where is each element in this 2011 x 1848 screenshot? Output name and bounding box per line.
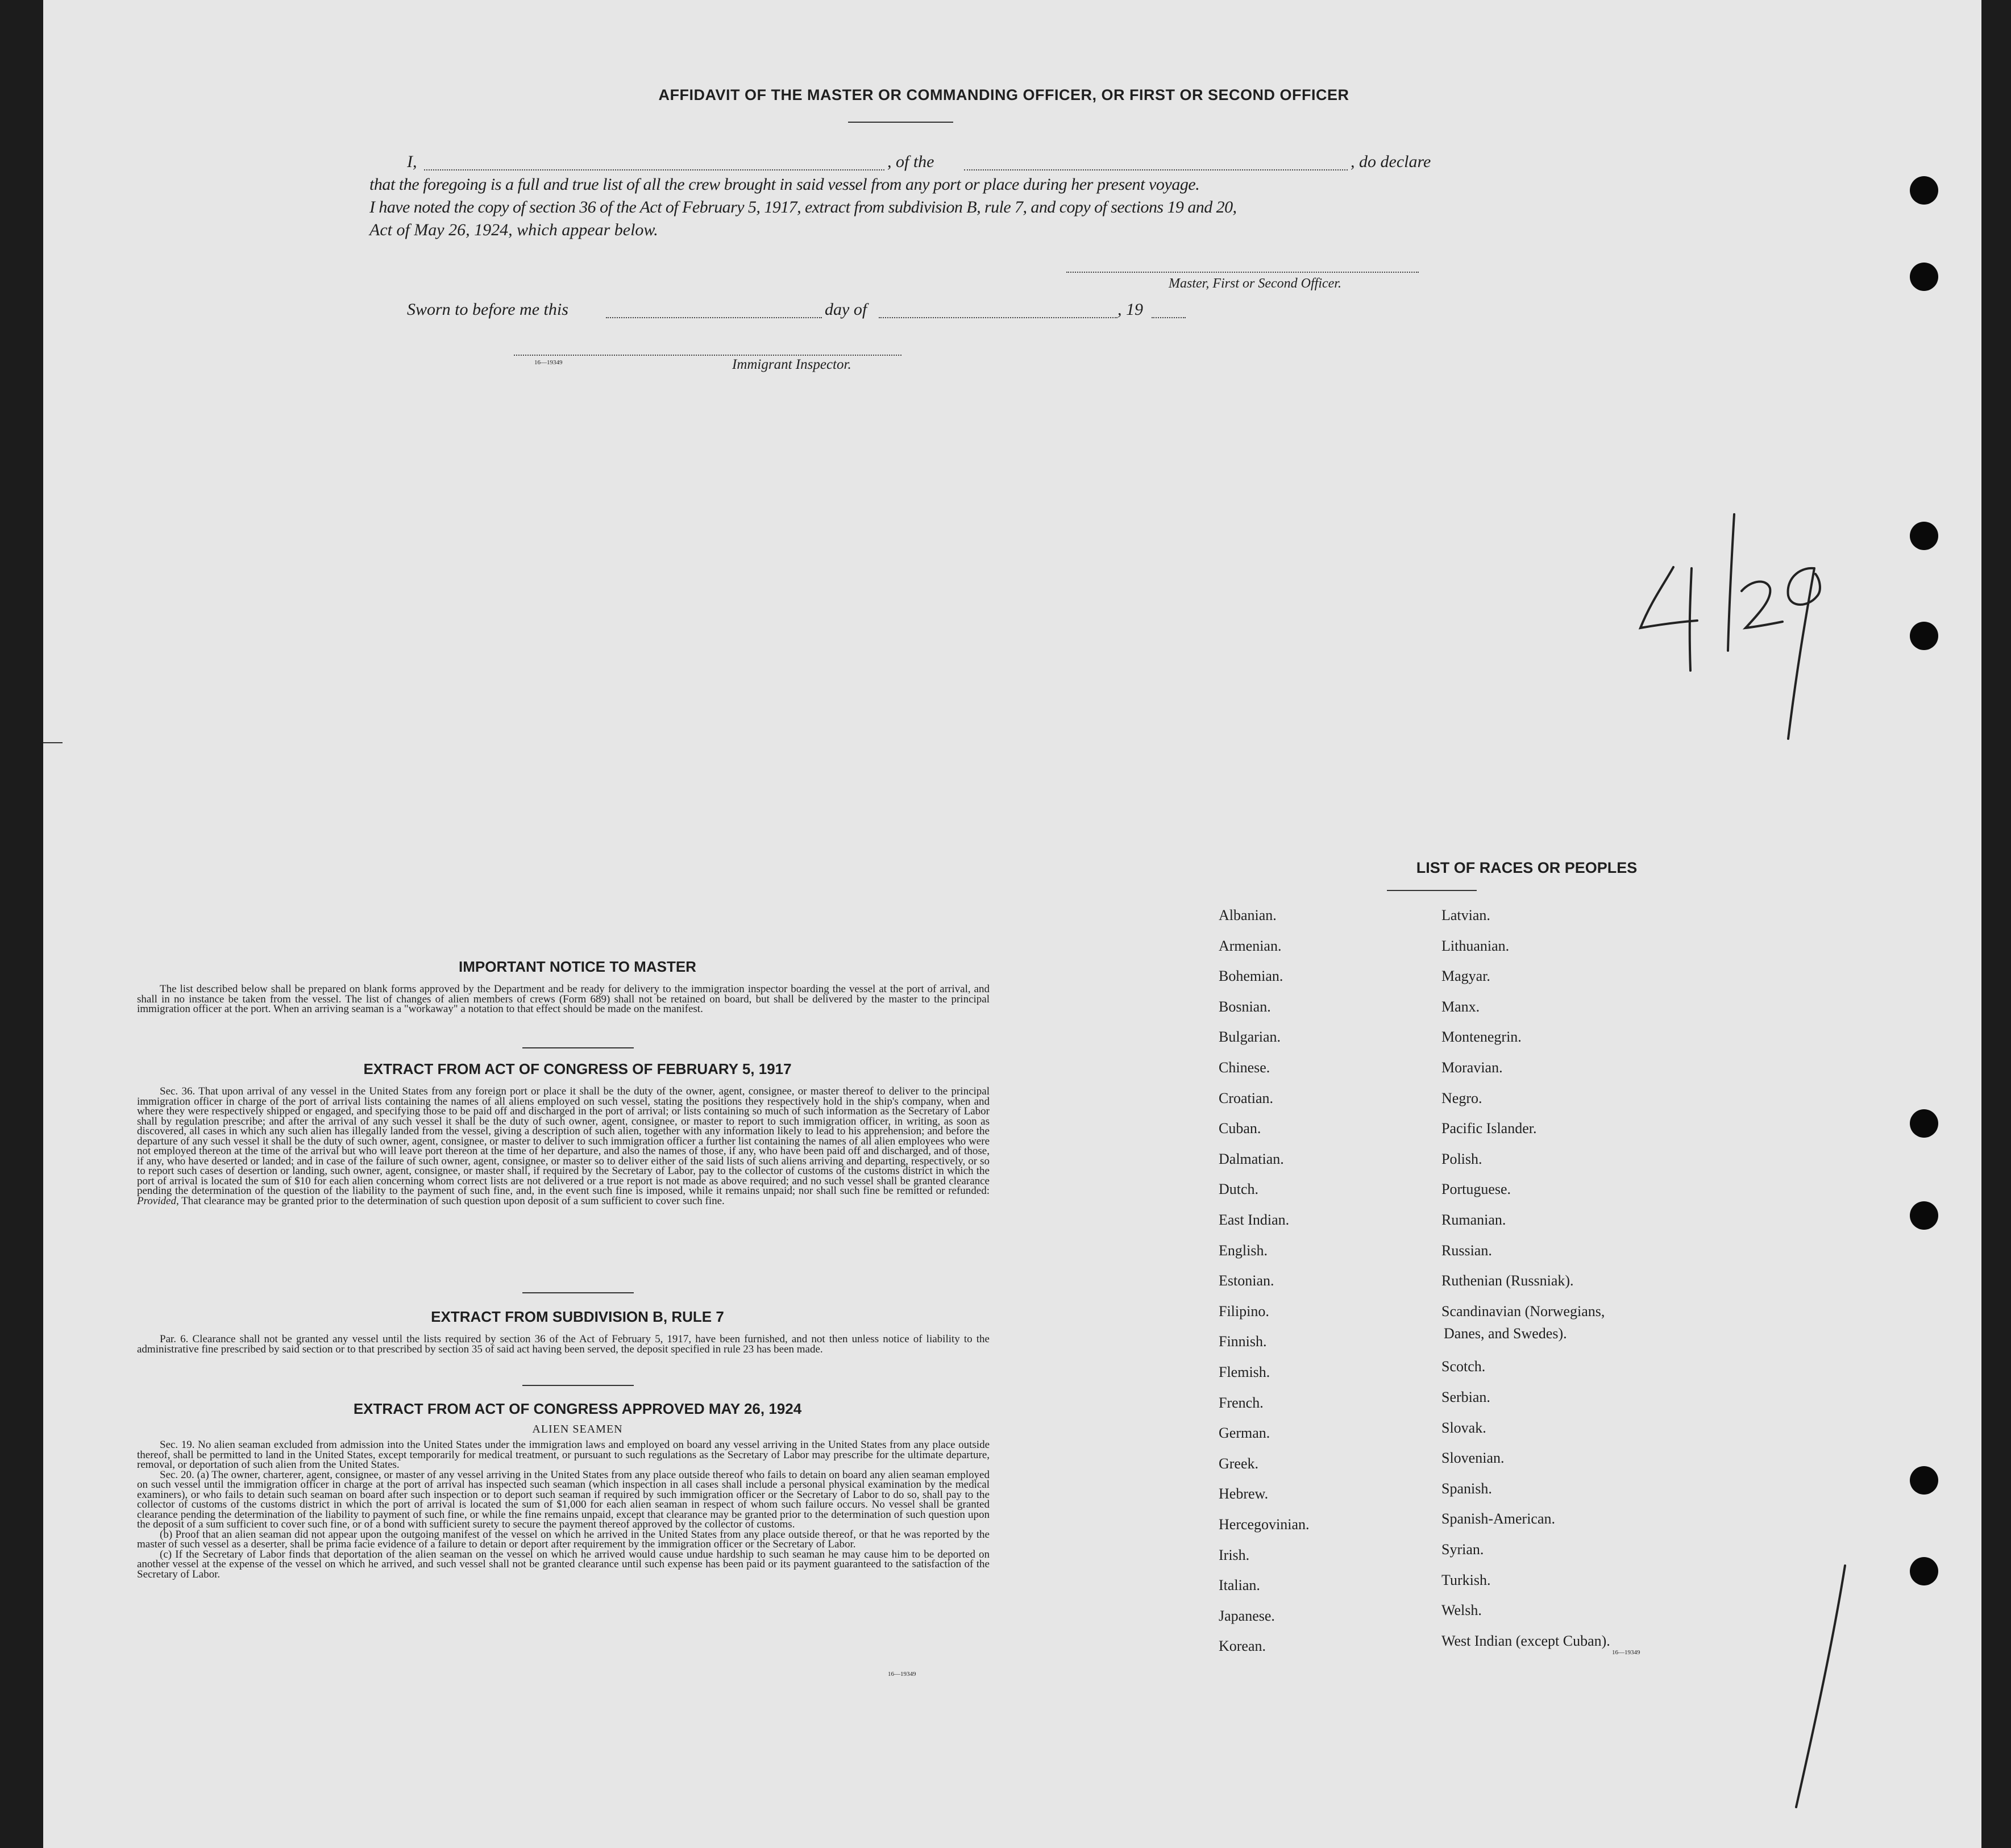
race-right-scandinavian-cont: Danes, and Swedes). — [1444, 1325, 1567, 1342]
race-left-item: Croatian. — [1219, 1089, 1274, 1106]
handwritten-stroke — [1788, 1557, 1856, 1818]
sworn-label: Sworn to before me this — [407, 300, 568, 319]
affidavit-i: I, — [407, 152, 417, 171]
race-left-item: Hebrew. — [1219, 1485, 1269, 1502]
race-right-item: West Indian (except Cuban). — [1441, 1632, 1610, 1649]
rule7-text: Par. 6. Clearance shall not be granted any vessel until the lists required by section 36 of the Act of February 5, 1917, have been furnished, and not then unless notice of liability to the administrative fine prescribed by said section or to that prescribed by section 35 of said act having been served, the deposit specified in rule 23 has been made. — [137, 1333, 990, 1355]
extract-1917-body-end: That clearance may be granted prior to the determination of such question upon deposit of a sum sufficient to cover such fine. — [181, 1194, 725, 1207]
affidavit-line4: Act of May 26, 1924, which appear below. — [369, 220, 658, 239]
race-right-item: Spanish-American. — [1441, 1510, 1556, 1527]
race-right-item: Ruthenian (Russniak). — [1441, 1272, 1574, 1289]
race-right-item: Serbian. — [1441, 1389, 1490, 1405]
affidavit-line2: that the foregoing is a full and true list of all the crew brought in said vessel from any port or place during her present voyage. — [369, 175, 1200, 194]
notice-title: IMPORTANT NOTICE TO MASTER — [459, 958, 696, 975]
sec-20b-text: (b) Proof that an alien seaman did not appear upon the outgoing manifest of the vessel on which he arrived in the United States from any place outside thereof, or that he was reported by the master of such vessel as a deserter, shall be prima facie evidence of a failure to detain or deport after requirement by the immigration officer or the Secretary of Labor. — [137, 1528, 990, 1550]
month-blank — [879, 317, 1117, 318]
race-right-item: Pacific Islander. — [1441, 1120, 1537, 1137]
year-label: , 19 — [1117, 300, 1143, 319]
race-left-item: Japanese. — [1219, 1607, 1275, 1624]
race-left-item: Bulgarian. — [1219, 1029, 1281, 1046]
punch-hole-8 — [1910, 1557, 1938, 1585]
race-right-item: Latvian. — [1441, 907, 1490, 923]
race-left-item: East Indian. — [1219, 1212, 1290, 1228]
affidavit-of-the: , of the — [887, 152, 934, 171]
alien-seamen-subtitle: ALIEN SEAMEN — [532, 1423, 623, 1435]
race-left-item: Armenian. — [1219, 937, 1282, 954]
notice-rule — [522, 1047, 634, 1048]
race-left-item: Korean. — [1219, 1638, 1266, 1655]
extract-1917-body: Sec. 36. That upon arrival of any vessel in the United States from any foreign port or place it shall be the duty of the owner, agent, consignee, or master thereof to deliver to the principal immigration officer in charge of the port of arrival lists containing the names of all aliens employed on such vessel, stating the positions they respectively hold in the ship's company, when and where they were respectively shipped or engaged, and specifying those to be paid off and discharged in the port of arrival; or lists containing so much of such information as the Secretary of Labor shall by regulation prescribe; and after the arrival of any such vessel it shall be the duty of such owner, agent, consignee, or master to report to such immigration officer, in writing, as soon as discovered, all cases in which any such alien has illegally landed from the vessel, giving a description of such alien, together with any information likely to lead to his apprehension; and before the departure of any such vessel it shall be the duty of such owner, agent, consignee, or master to deliver to such immigration officer a further list containing the names of all alien employees who were not employed thereon at the time of the arrival but who will leave port thereon at the time of her departure, and also the names of those, if any, who have been paid off and discharged, and of those, if any, who have deserted or landed; and in case of the failure of such owner, agent, consignee, or master so to deliver either of the said lists of such aliens arriving and departing, respectively, or so to report such cases of desertion or landing, such owner, agent, consignee, or master shall, if required by the Secretary of Labor, pay to the collector of customs of the customs district in which the port of arrival is located the sum of $10 for each alien concerning whom correct lists are not delivered or a true report is not made as above required; and no such vessel shall be granted clearance pending the determination of the question of the liability to the payment of such fine, and, in the event such fine is imposed, while it remains unpaid; nor shall such fine be remitted or refunded: — [137, 1085, 990, 1197]
inspector-label: Immigrant Inspector. — [732, 357, 851, 372]
punch-hole-7 — [1910, 1466, 1938, 1495]
race-right-item: Syrian. — [1441, 1541, 1484, 1558]
race-left-item: Cuban. — [1219, 1120, 1261, 1137]
notice-text: The list described below shall be prepared on blank forms approved by the Department and be ready for delivery to the immigration inspector boarding the vessel at the port of arrival, and shall in no instance be taken from the vessel. The list of changes of alien members of crews (Form 689) shall not be retained on board, but shall be delivered by the master to the principal immigration officer at the port. When an arriving seaman is a "workaway" a notation to that effect should be made on the manifest. — [137, 983, 990, 1015]
race-right-item: Scandinavian (Norwegians, — [1441, 1302, 1605, 1320]
race-left-item: Greek. — [1219, 1455, 1259, 1472]
race-left-item: German. — [1219, 1425, 1270, 1442]
punch-hole-1 — [1910, 176, 1938, 205]
sec-20c-text: (c) If the Secretary of Labor finds that deportation of the alien seaman on the vessel on which he arrived would cause undue hardship to such seaman he may cause him to be deported on another vessel at the expense of the vessel on which he arrived, and such vessel shall not be granted clearance until such expense has been paid or its payment guaranteed to the satisfaction of the Secretary of Labor. — [137, 1548, 990, 1580]
race-right-item: Montenegrin. — [1441, 1029, 1522, 1046]
race-left-item: Estonian. — [1219, 1272, 1274, 1289]
races-title-rule — [1387, 890, 1477, 891]
race-left-item: Chinese. — [1219, 1059, 1270, 1076]
affidavit-title-rule — [848, 122, 953, 123]
race-right-item: Scotch. — [1441, 1358, 1486, 1375]
sec-19-text: Sec. 19. No alien seaman excluded from admission into the United States under the immigration laws and employed on board any vessel arriving in the United States from any place outside thereof, shall be permitted to land in the United States, except temporarily for medical treatment, or pursuant to such regulations as the Secretary of Labor may prescribe for the ultimate departure, removal, or deportation of such alien from the United States. — [137, 1439, 990, 1471]
extract-1924-form-number: 16—19349 — [888, 1671, 916, 1678]
document-page — [43, 0, 1981, 1848]
master-signature-label: Master, First or Second Officer. — [1169, 276, 1341, 291]
affidavit-form-number: 16—19349 — [534, 359, 563, 366]
race-right-item: Negro. — [1441, 1089, 1482, 1106]
handwritten-page-number — [1618, 500, 1834, 744]
race-right-item: Magyar. — [1441, 968, 1490, 985]
race-right-item: Polish. — [1441, 1150, 1482, 1167]
affidavit-line1 — [407, 152, 1481, 175]
races-form-number: 16—19349 — [1612, 1649, 1640, 1656]
race-left-item: Dutch. — [1219, 1181, 1259, 1198]
extract-1924-title: EXTRACT FROM ACT OF CONGRESS APPROVED MAY 26, 1924 — [353, 1400, 802, 1417]
race-left-item: Finnish. — [1219, 1333, 1267, 1350]
race-right-item: Lithuanian. — [1441, 937, 1510, 954]
race-right-item: Manx. — [1441, 998, 1480, 1015]
race-left-item: Hercegovinian. — [1219, 1516, 1310, 1533]
race-right-item: Russian. — [1441, 1242, 1492, 1259]
margin-tick — [43, 742, 63, 743]
race-right-item: Spanish. — [1441, 1480, 1492, 1497]
race-left-item: Irish. — [1219, 1546, 1250, 1563]
extract-1917-text — [137, 1087, 990, 1206]
extract-1917-title: EXTRACT FROM ACT OF CONGRESS OF FEBRUARY 5, 1917 — [363, 1060, 792, 1077]
race-left-item: English. — [1219, 1242, 1268, 1259]
race-left-item: Italian. — [1219, 1577, 1260, 1594]
punch-hole-3 — [1910, 522, 1938, 550]
race-left-item: Dalmatian. — [1219, 1150, 1284, 1167]
race-right-item: Portuguese. — [1441, 1181, 1511, 1198]
race-left-item: Flemish. — [1219, 1364, 1270, 1380]
punch-hole-2 — [1910, 263, 1938, 291]
sec-20a-text: Sec. 20. (a) The owner, charterer, agent, consignee, or master of any vessel arriving in the United States from any place outside thereof who fails to detain on board any alien seaman employed on such vessel until the immigration officer in charge at the port of arrival has inspected such seaman (which inspection in all cases shall include a personal physical examination by the medical examiners), or who fails to detain such seaman on board after such inspection or to deport such seaman if required by such immigration officer or the Secretary of Labor to do so, shall pay to the collector of customs of the customs district in which the port of arrival is located the sum of $1,000 for each alien seaman in respect of whom such failure occurs. No vessel shall be granted clearance pending the determination of the liability to payment of such fine, or while the fine remains unpaid, except that clearance may be granted prior to the determination of such question upon the deposit of a sum sufficient to cover such fine, or of a bond with sufficient surety to secure the payment thereof approved by the collector of customs. — [137, 1468, 990, 1530]
punch-hole-5 — [1910, 1109, 1938, 1138]
day-blank — [606, 317, 822, 318]
name-blank — [424, 169, 884, 170]
punch-hole-4 — [1910, 622, 1938, 650]
inspector-signature-blank — [514, 355, 901, 356]
race-right-item: Moravian. — [1441, 1059, 1503, 1076]
race-left-item: Bohemian. — [1219, 968, 1283, 985]
punch-hole-6 — [1910, 1201, 1938, 1230]
race-left-item: French. — [1219, 1394, 1264, 1411]
races-title: LIST OF RACES OR PEOPLES — [1416, 859, 1638, 876]
rule7-title: EXTRACT FROM SUBDIVISION B, RULE 7 — [431, 1308, 724, 1325]
race-left-item: Albanian. — [1219, 907, 1277, 923]
race-right-item: Slovenian. — [1441, 1450, 1505, 1467]
signature-blank — [1066, 272, 1419, 273]
day-of-label: day of — [825, 300, 867, 319]
affidavit-do-declare: , do declare — [1351, 152, 1431, 171]
vessel-blank — [964, 169, 1348, 170]
year-blank — [1152, 317, 1186, 318]
race-right-item: Welsh. — [1441, 1602, 1482, 1619]
affidavit-title: AFFIDAVIT OF THE MASTER OR COMMANDING OFFICER, OR FIRST OR SECOND OFFICER — [658, 86, 1349, 103]
rule7-rule — [522, 1385, 634, 1386]
race-right-item: Rumanian. — [1441, 1212, 1506, 1228]
extract-1924-body — [137, 1440, 990, 1579]
race-right-item: Slovak. — [1441, 1419, 1486, 1436]
extract-1917-proviso: Provided, — [137, 1194, 179, 1207]
race-left-item: Filipino. — [1219, 1302, 1269, 1320]
affidavit-line3: I have noted the copy of section 36 of the Act of February 5, 1917, extract from subdivision B, rule 7, and copy of sections 19 and 20, — [369, 198, 1237, 217]
sworn-line — [407, 300, 1248, 323]
race-right-item: Turkish. — [1441, 1571, 1491, 1588]
extract-1917-rule — [522, 1292, 634, 1293]
handwritten-stroke-text — [1805, 1648, 1806, 1649]
race-left-item: Bosnian. — [1219, 998, 1271, 1015]
